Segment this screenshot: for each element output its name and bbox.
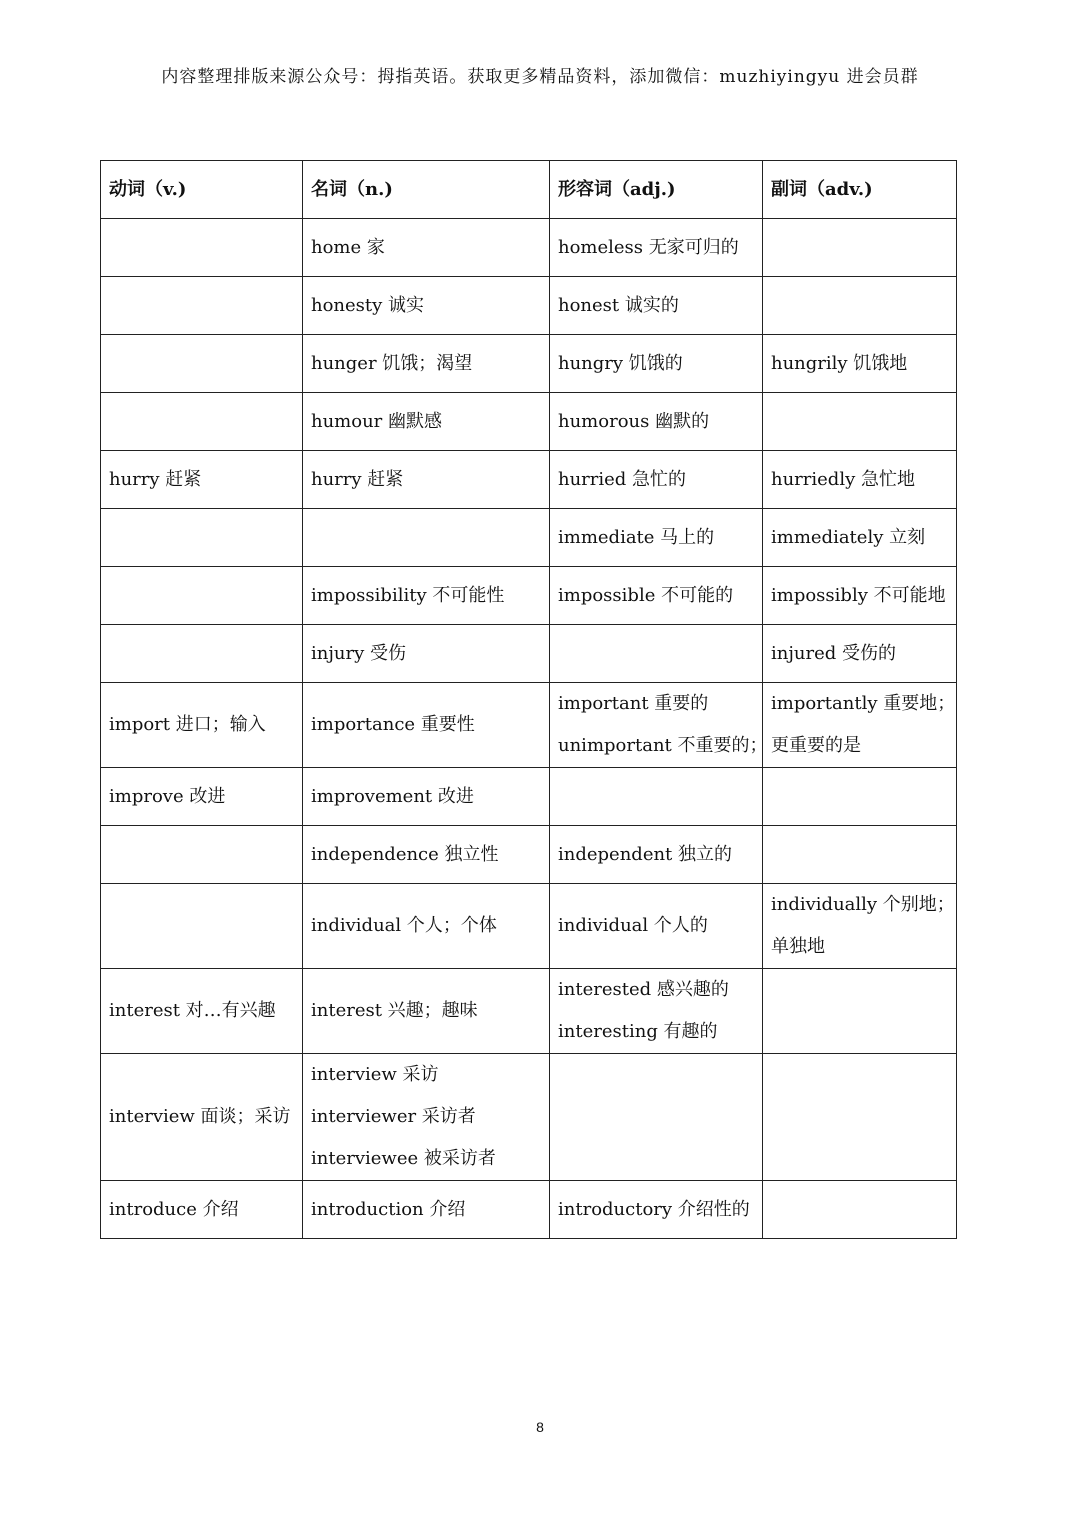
word-entry: home 家 (311, 236, 385, 258)
table-cell-verb (101, 509, 303, 567)
word-entry: unimportant 不重要的； (558, 735, 768, 756)
table-row (101, 625, 957, 683)
table-row (101, 277, 957, 335)
word-entry: hurry 赶紧 (109, 468, 202, 490)
word-entry: immediate 马上的 (558, 526, 715, 548)
word-entry: introduction 介绍 (311, 1198, 466, 1220)
word-entry: immediately 立刻 (771, 526, 926, 548)
table-cell-verb (101, 1181, 303, 1239)
table-row (101, 393, 957, 451)
table-cell-verb (101, 625, 303, 683)
table-row (101, 884, 957, 969)
word-entry: introduce 介绍 (109, 1198, 239, 1220)
table-cell-noun (303, 1054, 550, 1181)
table-cell-adjective (550, 335, 763, 393)
word-entry: introductory 介绍性的 (558, 1198, 750, 1220)
table-cell-noun (303, 1181, 550, 1239)
table-cell-noun (303, 969, 550, 1054)
table-cell-noun (303, 393, 550, 451)
table-cell-verb (101, 335, 303, 393)
table-row (101, 451, 957, 509)
word-entry: interest 兴趣；趣味 (311, 1000, 478, 1021)
word-entry: individually 个别地； (771, 894, 955, 915)
word-entry: individual 个人；个体 (311, 915, 497, 936)
word-entry: honesty 诚实 (311, 294, 425, 316)
table-cell-noun (303, 509, 550, 567)
table-cell-adjective (550, 509, 763, 567)
table-cell-adverb (763, 509, 957, 567)
word-entry: humour 幽默感 (311, 410, 443, 432)
word-entry: hungrily 饥饿地 (771, 352, 908, 374)
table-header-row (101, 161, 957, 219)
table-cell-adjective (550, 826, 763, 884)
word-entry: hurry 赶紧 (311, 468, 404, 490)
table-cell-adjective (550, 451, 763, 509)
table-cell-verb (101, 567, 303, 625)
table-cell-adjective (550, 884, 763, 969)
word-entry: important 重要的 (558, 693, 709, 714)
table-cell-adverb (763, 826, 957, 884)
word-entry: individual 个人的 (558, 915, 708, 936)
table-cell-adjective (550, 393, 763, 451)
table-row (101, 335, 957, 393)
table-cell-verb (101, 1054, 303, 1181)
table-cell-adjective (550, 219, 763, 277)
word-entry: improve 改进 (109, 785, 226, 807)
word-entry: injury 受伤 (311, 642, 407, 664)
table-cell-adjective (550, 625, 763, 683)
word-entry: impossibility 不可能性 (311, 584, 505, 606)
table-row (101, 219, 957, 277)
table-cell-noun (303, 826, 550, 884)
table-cell-verb (101, 768, 303, 826)
table-cell-verb (101, 219, 303, 277)
table-cell-adjective (550, 683, 768, 768)
word-entry: interested 感兴趣的 (558, 979, 729, 1000)
table-cell-adjective (550, 567, 763, 625)
column-header-adverb: 副词（adv.) (763, 161, 957, 219)
column-header-noun: 名词（n.) (303, 161, 550, 219)
table-row (101, 509, 957, 567)
word-entry: independent 独立的 (558, 843, 733, 865)
table-cell-adjective (550, 277, 763, 335)
table-cell-noun (303, 768, 550, 826)
word-entry: impossibly 不可能地 (771, 584, 946, 606)
word-entry: honest 诚实的 (558, 294, 679, 316)
word-entry: interview 面谈；采访 (109, 1106, 291, 1127)
word-entry: interesting 有趣的 (558, 1021, 718, 1042)
word-entry: hunger 饥饿；渴望 (311, 352, 473, 374)
page-number: 8 (536, 1419, 544, 1435)
word-entry: importance 重要性 (311, 714, 475, 735)
table-cell-adjective (550, 1181, 763, 1239)
table-cell-noun (303, 625, 550, 683)
table-cell-noun (303, 884, 550, 969)
word-entry: 单独地 (771, 936, 825, 957)
word-entry: interest 对…有兴趣 (109, 1000, 276, 1021)
table-cell-adverb (763, 625, 957, 683)
table-cell-adverb (763, 1054, 957, 1181)
table-cell-verb (101, 884, 303, 969)
word-entry: homeless 无家可归的 (558, 236, 739, 258)
word-entry: hurried 急忙的 (558, 468, 687, 490)
word-entry: hurriedly 急忙地 (771, 468, 915, 490)
table-cell-verb (101, 277, 303, 335)
table-cell-noun (303, 277, 550, 335)
table-cell-adverb (763, 277, 957, 335)
table-cell-adverb (763, 969, 957, 1054)
table-row (101, 567, 957, 625)
table-cell-adverb (763, 683, 957, 768)
column-header-verb: 动词（v.) (101, 161, 303, 219)
table-cell-adverb (763, 451, 957, 509)
word-entry: interviewer 采访者 (311, 1106, 476, 1127)
table-cell-adverb (763, 884, 957, 969)
table-row (101, 1181, 957, 1239)
table-cell-noun (303, 683, 550, 768)
column-header-adjective: 形容词（adj.) (550, 161, 763, 219)
table-cell-noun (303, 335, 550, 393)
header-note: 内容整理排版来源公众号：拇指英语。获取更多精品资料，添加微信：muzhiyingyu 进会员群 (161, 67, 919, 87)
word-entry: hungry 饥饿的 (558, 352, 683, 374)
word-entry: importantly 重要地； (771, 693, 956, 714)
table-cell-adverb (763, 335, 957, 393)
word-entry: injured 受伤的 (771, 642, 897, 664)
table-row (101, 768, 957, 826)
table-cell-adjective (550, 1054, 763, 1181)
table-cell-verb (101, 826, 303, 884)
table-cell-adjective (550, 969, 763, 1054)
table-cell-noun (303, 567, 550, 625)
table-cell-adverb (763, 567, 957, 625)
word-entry: humorous 幽默的 (558, 410, 710, 432)
table-cell-noun (303, 451, 550, 509)
table-cell-adjective (550, 768, 763, 826)
table-cell-adverb (763, 1181, 957, 1239)
table-cell-noun (303, 219, 550, 277)
table-cell-verb (101, 969, 303, 1054)
table-row (101, 1054, 957, 1181)
table-cell-verb (101, 393, 303, 451)
table-cell-adverb (763, 219, 957, 277)
table-cell-adverb (763, 393, 957, 451)
word-forms-table (100, 160, 957, 1239)
word-entry: 更重要的是 (771, 735, 861, 756)
word-entry: interview 采访 (311, 1064, 439, 1085)
table-row (101, 969, 957, 1054)
table-cell-verb (101, 683, 303, 768)
word-entry: independence 独立性 (311, 843, 499, 865)
word-entry: interviewee 被采访者 (311, 1148, 496, 1169)
word-entry: import 进口；输入 (109, 714, 266, 735)
table-cell-verb (101, 451, 303, 509)
table-row (101, 683, 957, 768)
word-entry: impossible 不可能的 (558, 584, 734, 606)
table-body (101, 219, 957, 1239)
word-entry: improvement 改进 (311, 785, 474, 807)
table-row (101, 826, 957, 884)
table-cell-adverb (763, 768, 957, 826)
